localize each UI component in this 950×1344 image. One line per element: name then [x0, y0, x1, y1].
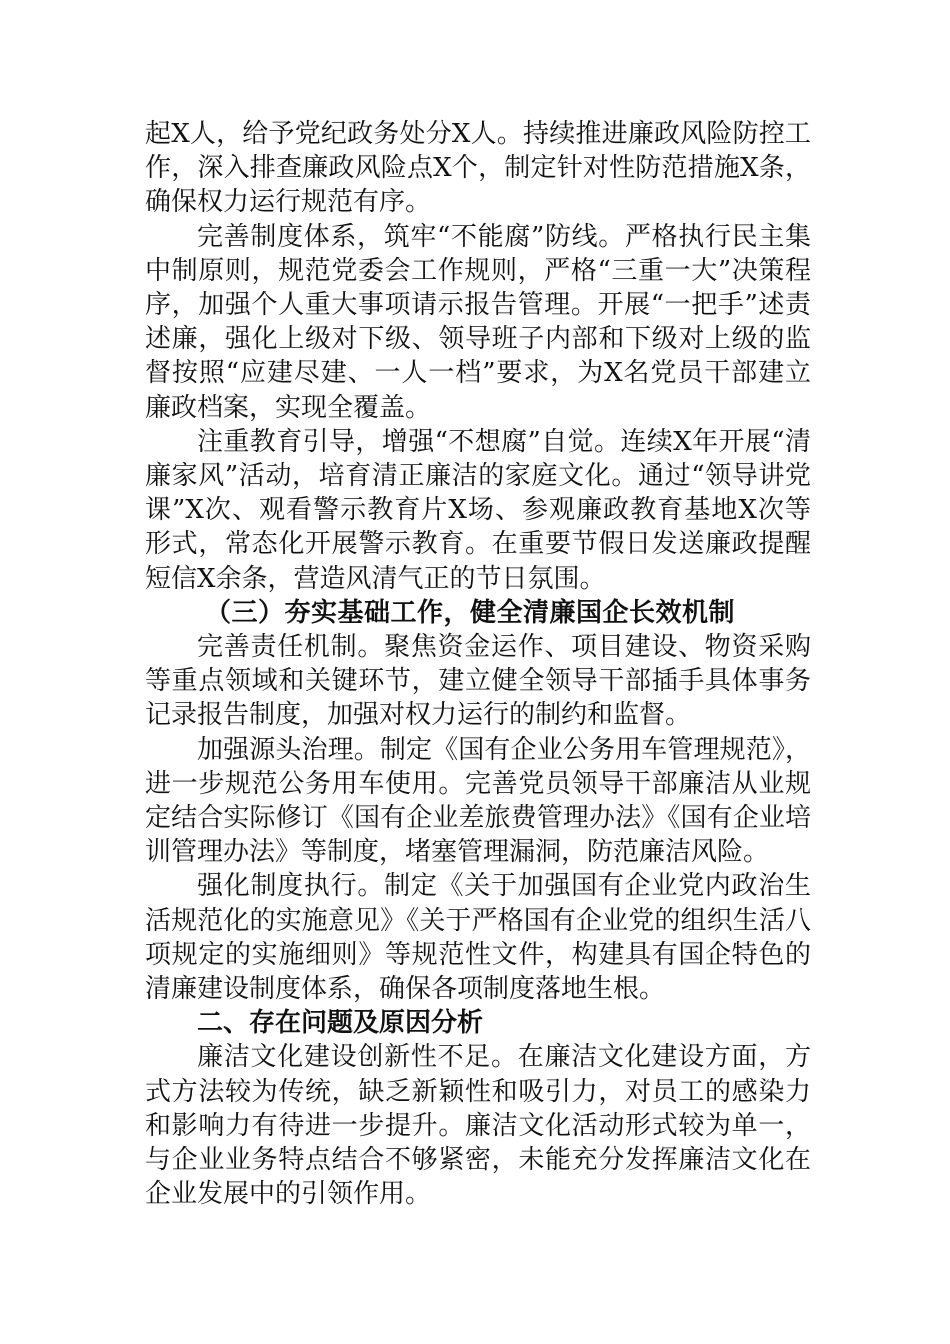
paragraph-education-guidance: 注重教育引导，增强“不想腐”自觉。连续X年开展“清廉家风”活动，培育清正廉洁的家庭文化。通过“领导讲党课”X次、观看警示教育片X场、参观廉政教育基地X次等形式，常态化开展警示教育。在重要节假日发送廉政提醒短信X余条，营造风清气正的节日氛围。: [145, 426, 811, 594]
paragraph-continued: 起X人，给予党纪政务处分X人。持续推进廉政风险防控工作，深入排查廉政风险点X个，制定针对性防范措施X条，确保权力运行规范有序。: [145, 119, 811, 218]
paragraph-source-governance: 加强源头治理。制定《国有企业公务用车管理规范》，进一步规范公务用车使用。完善党员领导干部廉洁从业规定结合实际修订《国有企业差旅费管理办法》《国有企业培训管理办法》等制度，堵塞管理漏洞，防范廉洁风险。: [145, 734, 811, 868]
section-heading-2: 二、存在问题及原因分析: [197, 1008, 484, 1039]
document-body: [145, 117, 811, 1212]
paragraph-culture-innovation: 廉洁文化建设创新性不足。在廉洁文化建设方面，方式方法较为传统，缺乏新颖性和吸引力，对员工的感染力和影响力有待进一步提升。廉洁文化活动形式较为单一，与企业业务特点结合不够紧密，未能充分发挥廉洁文化在企业发展中的引领作用。: [145, 1042, 811, 1210]
paragraph-responsibility-mechanism: 完善责任机制。聚焦资金运作、项目建设、物资采购等重点领域和关键环节，建立健全领导干部插手具体事务记录报告制度，加强对权力运行的制约和监督。: [145, 632, 811, 731]
paragraph-institution-system: 完善制度体系，筑牢“不能腐”防线。严格执行民主集中制原则，规范党委会工作规则，严格“三重一大”决策程序，加强个人重大事项请示报告管理。开展“一把手”述责述廉，强化上级对下级、领导班子内部和下级对上级的监督按照“应建尽建、一人一档”要求，为X名党员干部建立廉政档案，实现全覆盖。: [145, 221, 811, 423]
paragraph-system-execution: 强化制度执行。制定《关于加强国有企业党内政治生活规范化的实施意见》《关于严格国有企业党的组织生活八项规定的实施细则》等规范性文件，构建具有国企特色的清廉建设制度体系，确保各项制度落地生根。: [145, 871, 811, 1005]
section-subheading-3: （三）夯实基础工作，健全清廉国企长效机制: [205, 597, 736, 628]
